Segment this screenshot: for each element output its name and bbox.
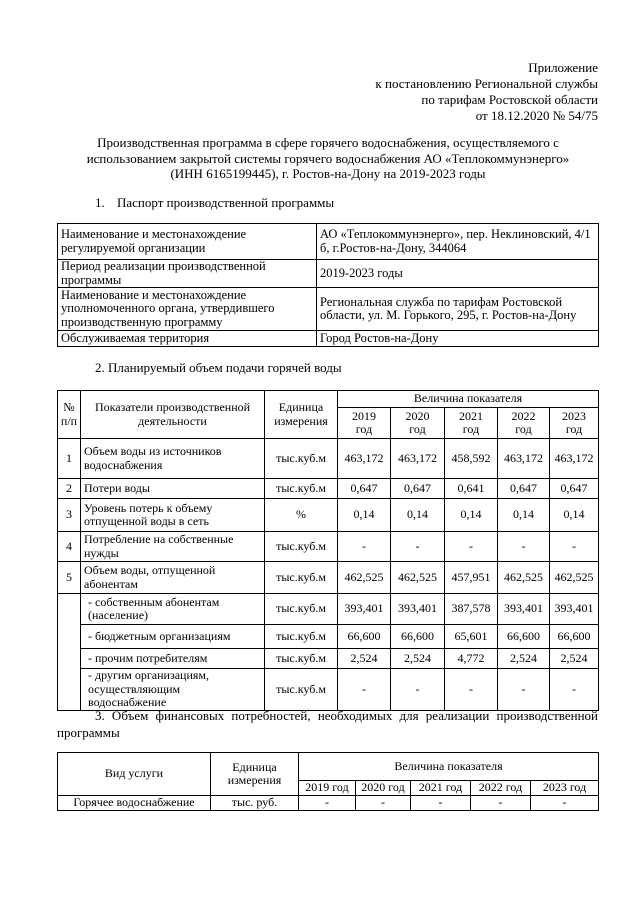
passport-table <box>57 223 599 347</box>
year-value: - <box>445 669 498 711</box>
breakdown-indicator-name: - бюджетным организациям <box>81 625 265 649</box>
passport-value: АО «Теплокоммунэнерго», пер. Неклиновский, 4/1 б, г.Ростов-на-Дону, 344064 <box>317 224 599 260</box>
passport-value: Региональная служба по тарифам Ростовской области, ул. М. Горького, 295, г. Ростов-на-Дону <box>317 288 599 331</box>
year-value: 66,600 <box>498 625 550 649</box>
indicator-name: Объем воды, отпущенной абонентам <box>81 562 265 594</box>
number-header: № п/п <box>58 391 81 439</box>
year-value: 393,401 <box>498 594 550 625</box>
year-value: - <box>550 669 599 711</box>
year-number: 2020 <box>405 408 430 423</box>
year-value: 2,524 <box>338 649 391 669</box>
breakdown-row <box>58 649 599 669</box>
year-value: 393,401 <box>338 594 391 625</box>
year-header <box>391 408 445 439</box>
row-number: 1 <box>58 439 81 479</box>
unit: тыс.куб.м <box>265 439 338 479</box>
year-value: 462,525 <box>338 562 391 594</box>
row-number: 4 <box>58 532 81 562</box>
annex-note-line: Приложение <box>528 60 598 75</box>
table-row <box>58 499 599 532</box>
title-line: Производственная программа в сфере горячего водоснабжения, осуществляемого с <box>97 135 559 150</box>
year-value: 462,525 <box>391 562 445 594</box>
service-header: Вид услуги <box>58 753 211 796</box>
year-unit: год <box>515 422 532 436</box>
year-number: 2022 <box>511 408 536 423</box>
indicator-name: Уровень потерь к объему отпущенной воды в сеть <box>81 499 265 532</box>
table-body <box>58 796 599 811</box>
section-1-title: Паспорт производственной программы <box>117 195 335 210</box>
table-row <box>58 796 599 811</box>
year-value: 66,600 <box>391 625 445 649</box>
year-value: 462,525 <box>550 562 599 594</box>
year-number: 2021 <box>459 408 483 423</box>
year-value: 2,524 <box>391 649 445 669</box>
year-value: 387,578 <box>445 594 498 625</box>
passport-row <box>58 288 599 331</box>
table-row <box>58 439 599 479</box>
indicator-name: Потребление на собственные нужды <box>81 532 265 562</box>
passport-label: Наименование и местонахождение уполномоченного органа, утвердившего производственную программу <box>58 288 317 331</box>
year-value: - <box>391 669 445 711</box>
annex-note-line: к постановлению Региональной службы <box>375 76 598 91</box>
passport-label: Наименование и местонахождение регулируемой организации <box>58 224 317 260</box>
passport-row <box>58 331 599 347</box>
unit: тыс. руб. <box>211 796 299 811</box>
section-1-number: 1. <box>95 195 105 210</box>
year-value: - <box>498 669 550 711</box>
row-number: 5 <box>58 562 81 594</box>
row-number: 3 <box>58 499 81 532</box>
year-number: 2023 <box>562 408 587 423</box>
year-value: 2,524 <box>498 649 550 669</box>
annex-note-line: от 18.12.2020 № 54/75 <box>475 108 598 123</box>
unit: тыс.куб.м <box>265 625 338 649</box>
year-value: 4,772 <box>445 649 498 669</box>
table-head <box>58 391 599 439</box>
financial-needs-table <box>57 752 599 811</box>
indicator-header: Показатели производственной деятельности <box>81 391 265 439</box>
table-row <box>58 562 599 594</box>
row-number: 2 <box>58 479 81 499</box>
section-3-heading: 3. Объем финансовых потребностей, необходимых для реализации производственной программы <box>57 708 598 740</box>
year-value: 463,172 <box>338 439 391 479</box>
year-value: - <box>471 796 531 811</box>
breakdown-row <box>58 625 599 649</box>
section-2-heading: 2. Планируемый объем подачи горячей воды <box>95 360 342 375</box>
year-value: - <box>498 532 550 562</box>
year-value: 0,14 <box>338 499 391 532</box>
year-value: 393,401 <box>391 594 445 625</box>
indicator-name: Объем воды из источников водоснабжения <box>81 439 265 479</box>
year-header: 2022 год <box>471 781 531 796</box>
year-value: 463,172 <box>550 439 599 479</box>
passport-label: Обслуживаемая территория <box>58 331 317 347</box>
year-value: 457,951 <box>445 562 498 594</box>
year-value: 0,14 <box>550 499 599 532</box>
indicator-name: Потери воды <box>81 479 265 499</box>
passport-table-body <box>58 224 599 347</box>
value-group-header: Величина показателя <box>299 753 599 781</box>
year-value: - <box>338 532 391 562</box>
year-value: 65,601 <box>445 625 498 649</box>
year-header <box>338 408 391 439</box>
year-value: 0,647 <box>391 479 445 499</box>
year-unit: год <box>462 422 480 436</box>
unit: тыс.куб.м <box>265 479 338 499</box>
service-name: Горячее водоснабжение <box>58 796 211 811</box>
year-value: 0,14 <box>445 499 498 532</box>
year-header: 2020 год <box>356 781 411 796</box>
header-row <box>58 753 599 781</box>
value-group-header: Величина показателя <box>338 391 599 408</box>
year-value: 0,14 <box>498 499 550 532</box>
year-value: 458,592 <box>445 439 498 479</box>
passport-label: Период реализации производственной программы <box>58 260 317 288</box>
year-number: 2019 <box>352 408 376 423</box>
breakdown-row <box>58 594 599 625</box>
title-line: (ИНН 6165199445), г. Ростов-на-Дону на 2019-2023 годы <box>170 166 486 181</box>
passport-row <box>58 224 599 260</box>
year-value: 66,600 <box>338 625 391 649</box>
unit: тыс.куб.м <box>265 669 338 711</box>
breakdown-indicator-name: - другим организациям, осуществляющим водоснабжение <box>81 669 265 711</box>
year-header: 2023 год <box>531 781 599 796</box>
year-value: - <box>550 532 599 562</box>
unit: тыс.куб.м <box>265 532 338 562</box>
year-value: 463,172 <box>391 439 445 479</box>
row-number-blank <box>58 594 81 711</box>
year-header <box>498 408 550 439</box>
annex-note-line: по тарифам Ростовской области <box>421 92 598 107</box>
unit-header: Единица измерения <box>211 753 299 796</box>
breakdown-indicator-name: - прочим потребителям <box>81 649 265 669</box>
year-value: - <box>411 796 471 811</box>
unit: % <box>265 499 338 532</box>
table-head <box>58 753 599 796</box>
passport-value: 2019-2023 годы <box>317 260 599 288</box>
year-value: 462,525 <box>498 562 550 594</box>
year-header <box>550 408 599 439</box>
unit: тыс.куб.м <box>265 562 338 594</box>
unit: тыс.куб.м <box>265 594 338 625</box>
year-unit: год <box>409 422 426 436</box>
section-1-heading <box>95 195 334 211</box>
year-value: - <box>338 669 391 711</box>
unit: тыс.куб.м <box>265 649 338 669</box>
year-value: 2,524 <box>550 649 599 669</box>
year-value: - <box>299 796 356 811</box>
table-row <box>58 532 599 562</box>
year-value: 0,647 <box>550 479 599 499</box>
document-title <box>58 135 598 182</box>
year-header <box>445 408 498 439</box>
year-header: 2021 год <box>411 781 471 796</box>
year-value: - <box>356 796 411 811</box>
year-value: 0,641 <box>445 479 498 499</box>
year-value: 0,14 <box>391 499 445 532</box>
year-value: 0,647 <box>498 479 550 499</box>
year-value: - <box>445 532 498 562</box>
passport-value: Город Ростов-на-Дону <box>317 331 599 347</box>
year-unit: год <box>355 422 373 436</box>
year-value: - <box>391 532 445 562</box>
unit-header: Единица измерения <box>265 391 338 439</box>
year-value: 0,647 <box>338 479 391 499</box>
breakdown-row <box>58 669 599 711</box>
breakdown-indicator-name: - собственным абонентам (население) <box>81 594 265 625</box>
year-value: 66,600 <box>550 625 599 649</box>
title-line: использованием закрытой системы горячего водоснабжения АО «Теплокоммунэнерго» <box>86 150 570 166</box>
header-row <box>58 391 599 408</box>
water-supply-volume-table <box>57 390 599 711</box>
year-value: 463,172 <box>498 439 550 479</box>
table-body <box>58 439 599 711</box>
year-unit: год <box>565 422 583 436</box>
year-header: 2019 год <box>299 781 356 796</box>
table-row <box>58 479 599 499</box>
year-value: 393,401 <box>550 594 599 625</box>
annex-note <box>375 60 598 124</box>
year-value: - <box>531 796 599 811</box>
passport-row <box>58 260 599 288</box>
